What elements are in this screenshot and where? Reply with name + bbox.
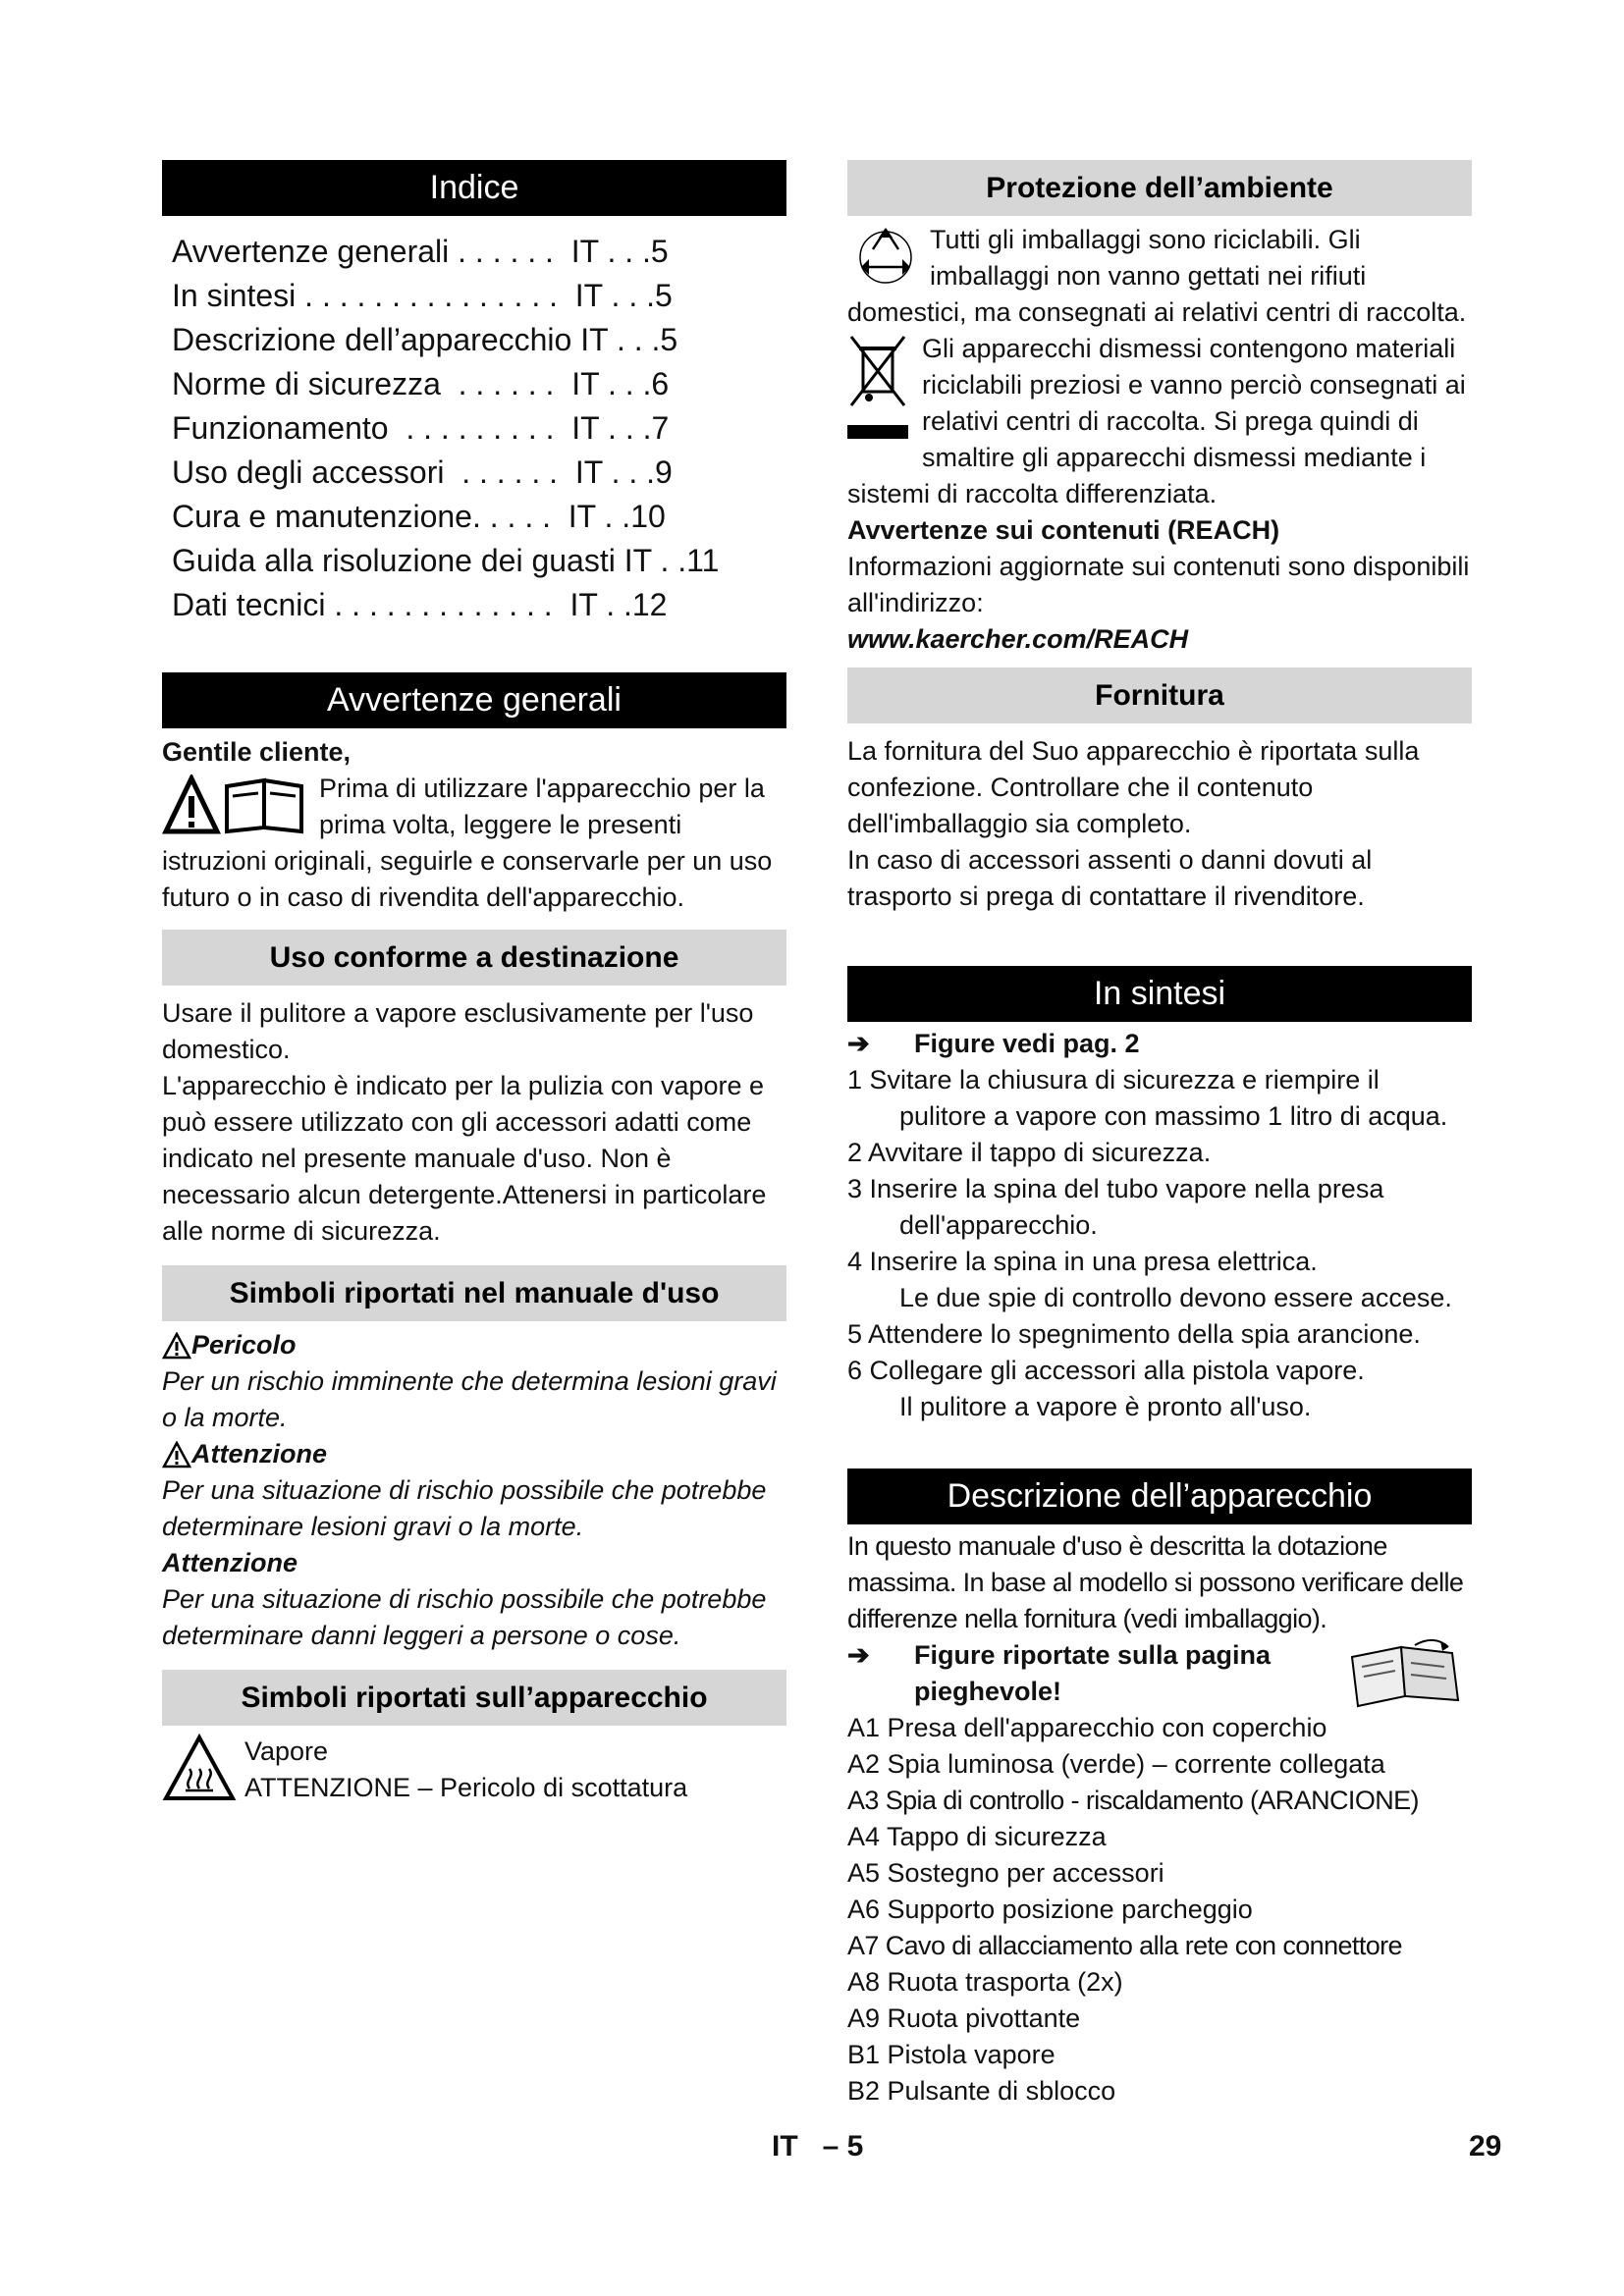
attenzione-text-2: Per una situazione di rischio possibile che potrebbe determinare danni leggeri a persone o cose. [162,1584,767,1650]
fornitura-section [847,667,1472,915]
part-item: B2 Pulsante di sblocco [847,2076,1116,2106]
avvertenze-section [162,672,786,916]
attenzione-label-2: Attenzione [162,1548,298,1577]
fornitura-p1: La fornitura del Suo apparecchio è riportata sulla confezione. Controllare che il contenuto dell'imballaggio sia completo. [847,736,1420,838]
vapore-label: Vapore [244,1736,329,1766]
reach-link[interactable]: www.kaercher.com/REACH [847,624,1189,654]
left-column [162,160,786,1806]
part-item: B1 Pistola vapore [847,2040,1056,2069]
reach-title: Avvertenze sui contenuti (REACH) [847,515,1280,545]
uso-conforme-section [162,930,786,1250]
simboli-manuale-section [162,1265,786,1654]
step-item: 3 Inserire la spina del tubo vapore nella presa dell'apparecchio. [847,1174,1384,1240]
toc-entry[interactable]: Dati tecnici . . . . . . . . . . . . . IT . .12 [172,587,668,622]
part-item: A7 Cavo di allacciamento alla rete con connettore [847,1931,1402,1960]
simboli-apparecchio-section [162,1670,786,1806]
step-item: 2 Avvitare il tappo di sicurezza. [847,1138,1212,1167]
avvertenze-text1: Prima di utilizzare l'apparecchio per la prima volta, leggere le presenti [319,774,765,839]
warning-triangle-icon [162,1332,191,1360]
step-item: 1 Svitare la chiusura di sicurezza e riempire il pulitore a vapore con massimo 1 litro di acqua. [847,1065,1448,1131]
fornitura-p2: In caso di accessori assenti o danni dovuti al trasporto si prega di contattare il rivenditore. [847,845,1373,911]
protezione-text2: Gli apparecchi dismessi contengono materiali riciclabili preziosi e vanno perciò consegnati ai relativi centri di raccolta. Si prega quindi di smaltire gli apparecchi dismessi mediante i sistemi di raccolta differenziata. [847,334,1466,508]
uso-conforme-heading: Uso conforme a destinazione [162,930,786,986]
step-item: 5 Attendere lo spegnimento della spia arancione. [847,1319,1421,1349]
part-item: A9 Ruota pivottante [847,2003,1081,2033]
toc-entry[interactable]: Norme di sicurezza . . . . . . IT . . .6 [172,366,670,401]
avvertenze-text2: istruzioni originali, seguirle e conservarle per un uso futuro o in caso di rivendita dell'apparecchio. [162,846,773,912]
descrizione-heading: Descrizione dell’apparecchio [847,1468,1472,1524]
indice-section [162,160,786,627]
attenzione-text: Per una situazione di rischio possibile che potrebbe determinare lesioni gravi o la morte. [162,1475,767,1541]
toc-entry[interactable]: Funzionamento . . . . . . . . . IT . . .7 [172,410,670,446]
toc-entry[interactable]: Descrizione dell’apparecchio IT . . .5 [172,322,678,357]
toc-entry[interactable]: Guida alla risoluzione dei guasti IT . .11 [172,543,720,578]
toc-entry[interactable]: Cura e manutenzione. . . . . IT . .10 [172,499,666,534]
wheelie-bin-crossed-icon [847,333,908,441]
part-item: A6 Supporto posizione parcheggio [847,1895,1253,1924]
protezione-section [847,160,1472,658]
steam-hazard-icon [162,1734,237,1806]
part-item: A2 Spia luminosa (verde) – corrente collegata [847,1749,1385,1779]
in-sintesi-heading: In sintesi [847,966,1472,1022]
foldout-reference: Figure riportate sulla pagina pieghevole! [914,1640,1272,1706]
arrow-icon: ➔ [847,1029,870,1058]
pericolo-text: Per un rischio imminente che determina lesioni gravi o la morte. [162,1366,777,1432]
simboli-manuale-heading: Simboli riportati nel manuale d'uso [162,1265,786,1321]
toc-entry[interactable]: Uso degli accessori . . . . . . IT . . .9 [172,454,673,490]
salutation: Gentile cliente, [162,737,352,767]
part-item: A1 Presa dell'apparecchio con coperchio [847,1713,1327,1742]
fornitura-heading: Fornitura [847,667,1472,723]
step-note: Le due spie di controllo devono essere accese. [899,1283,1452,1312]
step-note: Il pulitore a vapore è pronto all'uso. [899,1392,1312,1421]
figure-reference: Figure vedi pag. 2 [914,1029,1140,1058]
attenzione-label: Attenzione [191,1439,327,1468]
part-item: A5 Sostegno per accessori [847,1858,1164,1888]
protezione-text1: Tutti gli imballaggi sono riciclabili. Gli imballaggi non vanno gettati nei rifiuti domestici, ma consegnati ai relativi centri di raccolta. [847,225,1467,327]
indice-heading: Indice [162,160,786,216]
descrizione-intro: In questo manuale d'uso è descritta la dotazione massima. In base al modello si possono verificare delle differenze nella fornitura (vedi imballaggio). [847,1531,1464,1633]
footer-section-label: IT – 5 [772,2130,864,2163]
step-item: 6 Collegare gli accessori alla pistola vapore. [847,1356,1365,1385]
page-number: 29 [1469,2130,1502,2163]
vapore-text: ATTENZIONE – Pericolo di scottatura [244,1773,688,1802]
pericolo-label: Pericolo [191,1330,297,1360]
toc-entry[interactable]: In sintesi . . . . . . . . . . . . . . . IT . . .5 [172,278,673,313]
part-item: A3 Spia di controllo - riscaldamento (ARANCIONE) [847,1786,1419,1815]
right-column [847,160,1472,2109]
uso-conforme-p2: L'apparecchio è indicato per la pulizia con vapore e può essere utilizzato con gli accessori adatti come indicato nel presente manuale d'uso. Non è necessario alcun detergente.Attenersi in particolare alle norme di sicurezza. [162,1071,767,1246]
toc-entry[interactable]: Avvertenze generali . . . . . . IT . . .5 [172,234,669,269]
foldout-book-icon [1346,1637,1464,1710]
avvertenze-heading: Avvertenze generali [162,672,786,728]
arrow-icon: ➔ [847,1640,870,1670]
descrizione-section [847,1468,1472,2109]
reach-text: Informazioni aggiornate sui contenuti sono disponibili all'indirizzo: [847,552,1470,617]
part-item: A8 Ruota trasporta (2x) [847,1967,1123,1997]
toc-list [162,230,786,627]
recycle-icon [851,224,920,285]
protezione-heading: Protezione dell’ambiente [847,160,1472,216]
warning-triangle-icon [162,1441,191,1468]
warning-read-manual-icon [162,774,309,835]
uso-conforme-p1: Usare il pulitore a vapore esclusivamente per l'uso domestico. [162,998,754,1064]
simboli-apparecchio-heading: Simboli riportati sull’apparecchio [162,1670,786,1726]
step-item: 4 Inserire la spina in una presa elettrica. [847,1247,1318,1276]
in-sintesi-section [847,966,1472,1425]
part-item: A4 Tappo di sicurezza [847,1822,1107,1851]
